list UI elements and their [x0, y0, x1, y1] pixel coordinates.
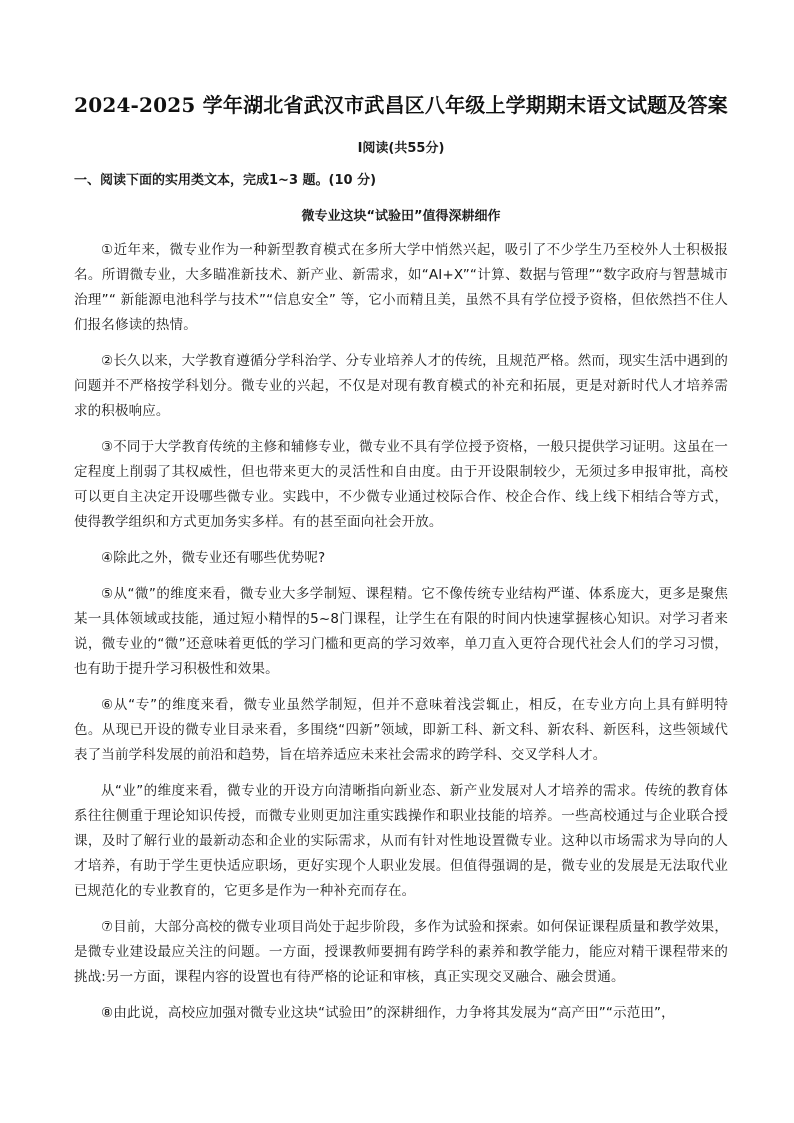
paragraph-6-continued: 从“业”的维度来看，微专业的开设方向清晰指向新业态、新产业发展对人才培养的需求。传统的教育体系往往侧重于理论知识传授，而微专业则更加注重实践操作和职业技能的培养。一些高校通过与企业联合授课，及时了解行业的最新动态和企业的实际需求，从而有针对性地设置微专业。这种以市场需求为导向的人才培养，有助于学生更快适应职场，更好实现个人职业发展。但值得强调的是，微专业的发展是无法取代业已规范化的专业教育的，它更多是作为一种补充而存在。: [74, 783, 728, 899]
part-heading: Ⅰ阅读(共55分): [357, 141, 445, 156]
paragraph-2: ②长久以来，大学教育遵循分学科治学、分专业培养人才的传统，且规范严格。然而，现实生活中遇到的问题并不严格按学科划分。微专业的兴起，不仅是对现有教育模式的补充和拓展，更是对新时代人才培养需求的积极响应。: [74, 353, 728, 419]
article-title: 微专业这块“试验田”值得深耕细作: [301, 209, 501, 224]
paragraph-4: ④除此之外，微专业还有哪些优势呢?: [101, 550, 326, 566]
document-title: 2024-2025 学年湖北省武汉市武昌区八年级上学期期末语文试题及答案: [74, 93, 728, 117]
paragraph-8: ⑧由此说，高校应加强对微专业这块“试验田”的深耕细作，力争将其发展为“高产田”“示范田”，: [101, 1005, 675, 1021]
paragraph-7: ⑦目前，大部分高校的微专业项目尚处于起步阶段，多作为试验和探索。如何保证课程质量和教学效果，是微专业建设最应关注的问题。一方面，授课教师要拥有跨学科的素养和教学能力，能应对精干课程带来的挑战:另一方面，课程内容的设置也有待严格的论证和审核，真正实现交叉融合、融会贯通。: [74, 919, 728, 985]
paragraph-3: ③不同于大学教育传统的主修和辅修专业，微专业不具有学位授予资格，一般只提供学习证明。这虽在一定程度上削弱了其权威性，但也带来更大的灵活性和自由度。由于开设限制较少，无须过多申报审批，高校可以更自主决定开设哪些微专业。实践中，不少微专业通过校际合作、校企合作、线上线下相结合等方式，使得教学组织和方式更加务实多样。有的甚至面向社会开放。: [74, 439, 728, 530]
section-heading: 一、阅读下面的实用类文本，完成1~3 题。(10 分): [74, 173, 377, 188]
paragraph-6: ⑥从“专”的维度来看，微专业虽然学制短，但并不意味着浅尝辄止，相反，在专业方向上具有鲜明特色。从现已开设的微专业目录来看，多围绕“四新”领域，即新工科、新文科、新农科、新医科，这些领域代表了当前学科发展的前沿和趋势，旨在培养适应未来社会需求的跨学科、交叉学科人才。: [74, 697, 728, 763]
paragraph-1: ①近年来，微专业作为一种新型教育模式在多所大学中悄然兴起，吸引了不少学生乃至校外人士积极报名。所谓微专业，大多瞄准新技术、新产业、新需求，如“AI+X”“计算、数据与管理”“数字政府与智慧城市治理”“ 新能源电池科学与技术”“信息安全” 等，它小而精且美，虽然不具有学位授予资格，但依然挡不住人们报名修读的热情。: [74, 242, 728, 333]
paragraph-5: ⑤从“微”的维度来看，微专业大多学制短、课程精。它不像传统专业结构严谨、体系庞大，更多是聚焦某一具体领域或技能，通过短小精悍的5~8门课程，让学生在有限的时间内快速掌握核心知识。对学习者来说，微专业的“微”还意味着更低的学习门槛和更高的学习效率，单刀直入更符合现代社会人们的学习习惯，也有助于提升学习积极性和效果。: [74, 586, 728, 677]
